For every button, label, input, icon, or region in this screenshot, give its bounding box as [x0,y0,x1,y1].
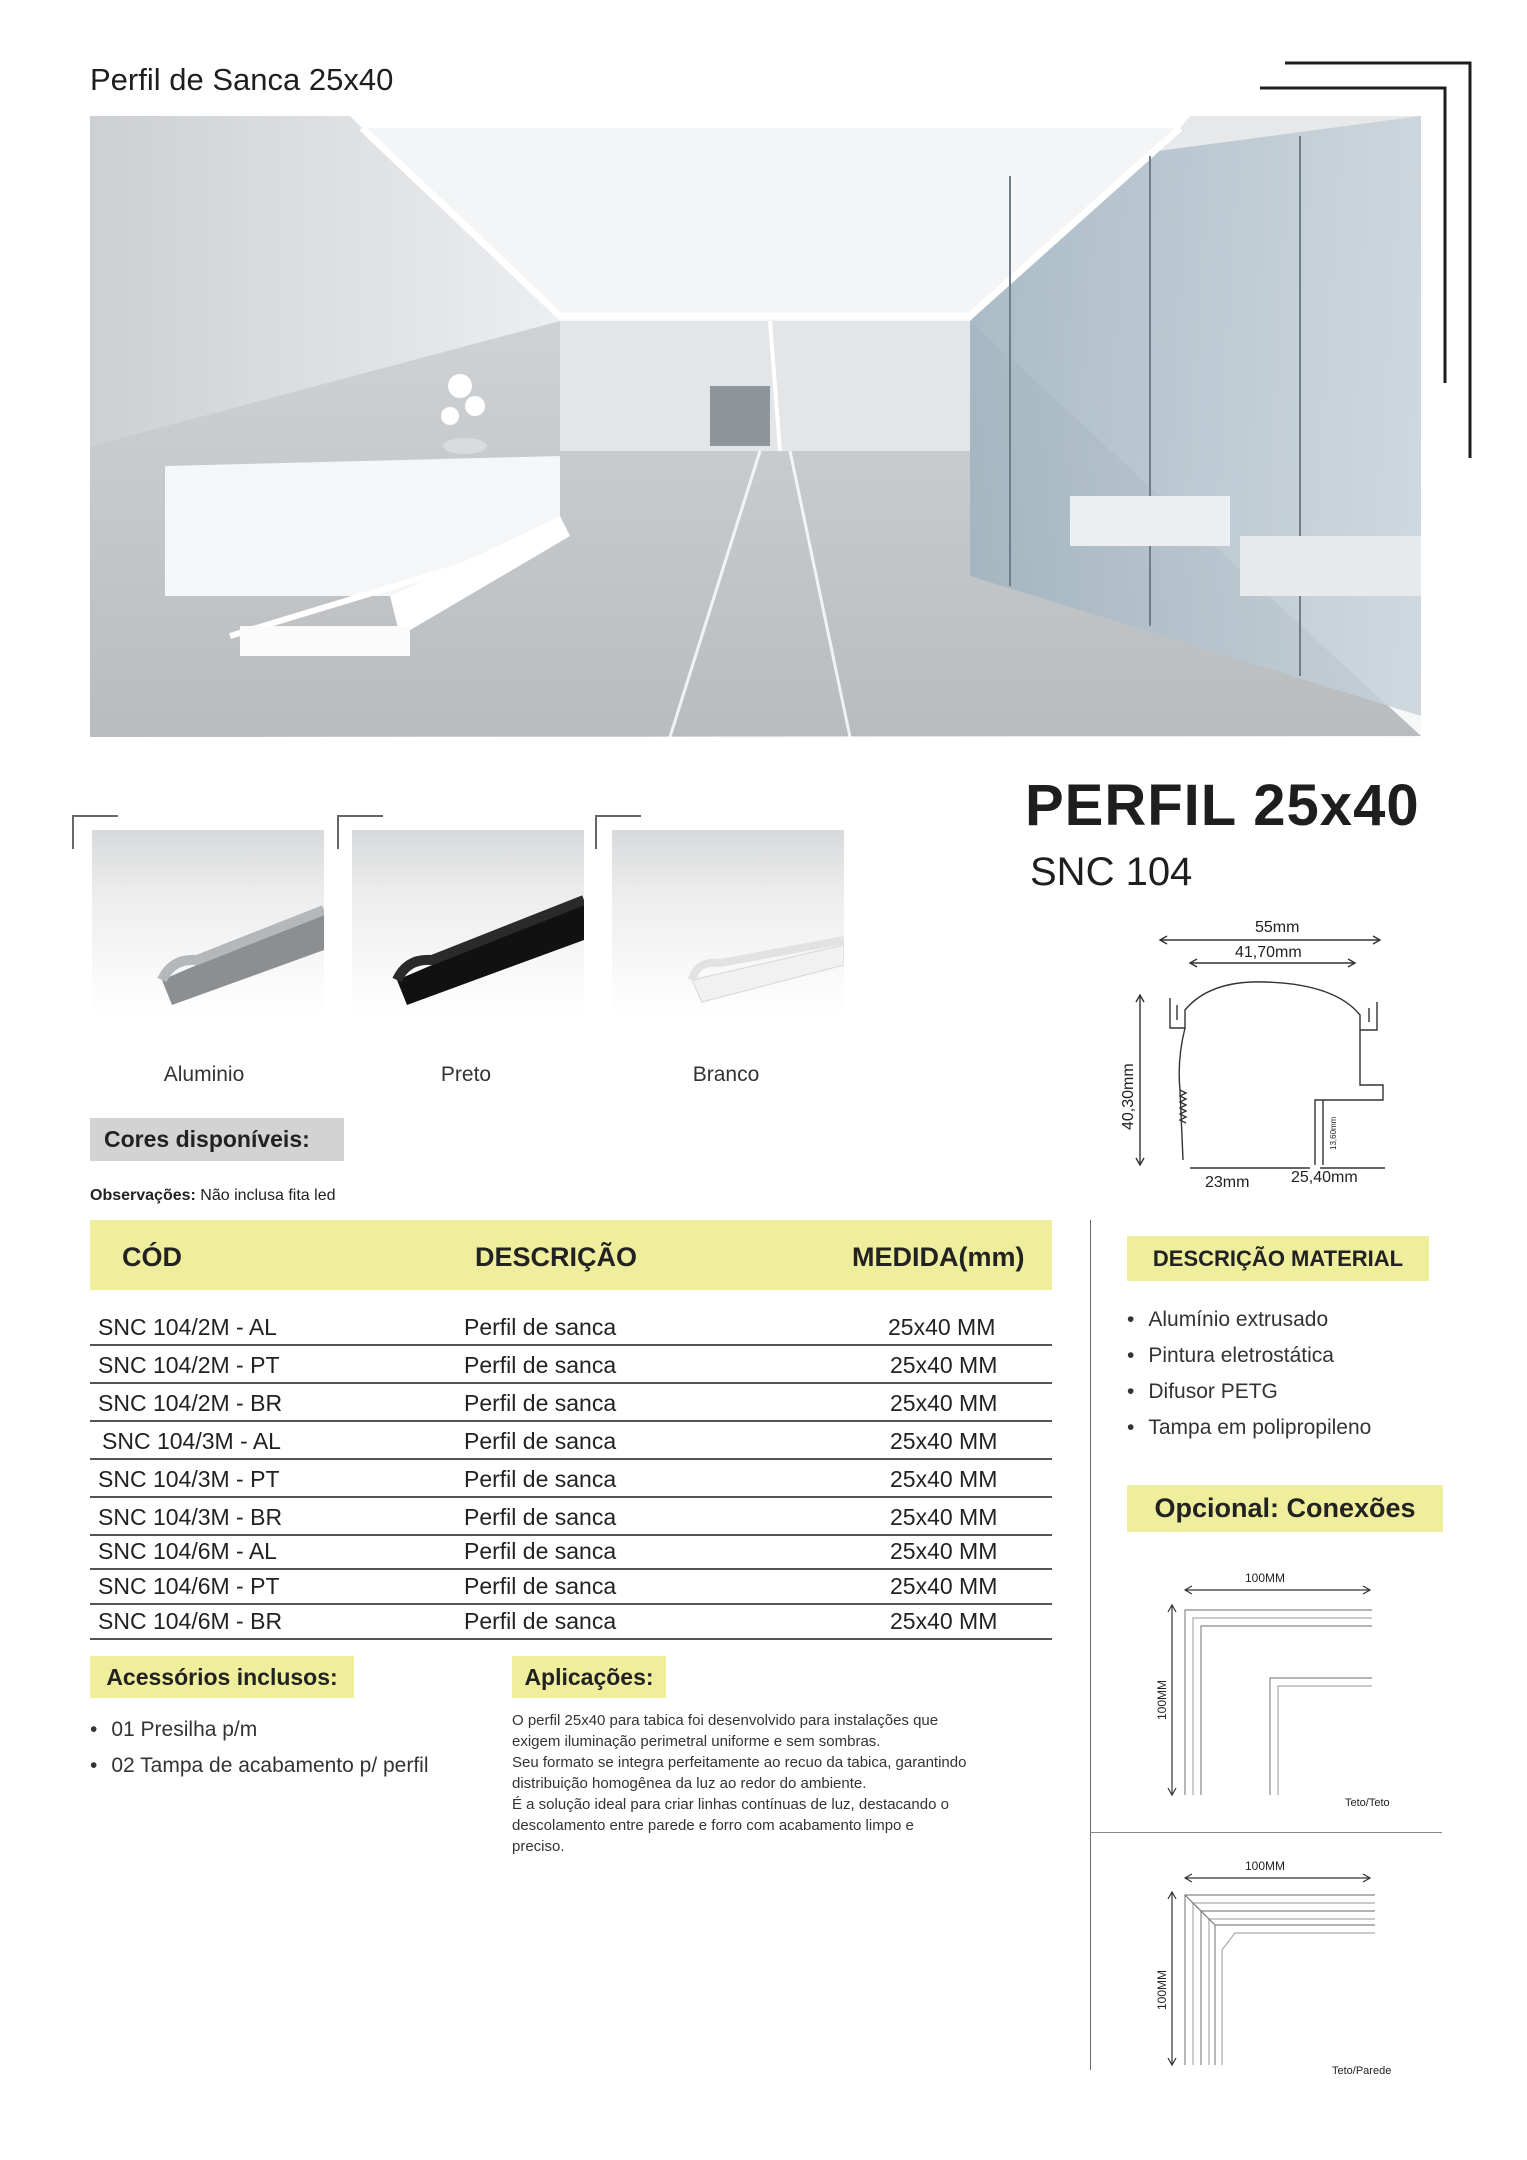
dim-bottom-right: 25,40mm [1291,1169,1358,1186]
observations [90,1187,335,1205]
row-measure: 25x40 MM [890,1390,998,1416]
connection-label: Teto/Teto [1345,1797,1390,1809]
row-description: Perfil de sanca [464,1466,617,1492]
dim-slot: 13,60mm [1329,1116,1338,1150]
row-measure: 25x40 MM [890,1352,998,1378]
observations-text: Não inclusa fita led [200,1187,336,1204]
accessories-heading: Acessórios inclusos: [90,1656,354,1698]
colors-heading: Cores disponíveis: [90,1118,344,1161]
dim-width-total: 55mm [1255,919,1300,936]
profile-dimension-diagram [1115,910,1405,1190]
swatch-label: Preto [440,1063,492,1086]
connection-teto-parede-diagram [1140,1850,1440,2080]
page-title: Perfil de Sanca 25x40 [90,62,394,97]
table-row [90,1424,1052,1460]
row-code: SNC 104/3M - AL [102,1428,281,1454]
applications-line: exigem iluminação perimetral uniforme e sem sombras. [512,1733,881,1750]
connection-height: 100MM [1155,1679,1169,1720]
row-measure: 25x40 MM [890,1538,998,1564]
row-measure: 25x40 MM [890,1504,998,1530]
header-code: CÓD [122,1242,182,1272]
applications-line: preciso. [512,1838,565,1855]
table-row [90,1500,1052,1536]
material-item: • Difusor PETG [1127,1380,1371,1404]
material-item: • Tampa em polipropileno [1127,1416,1371,1440]
table-header [90,1220,1052,1290]
row-measure: 25x40 MM [890,1428,998,1454]
row-description: Perfil de sanca [464,1390,617,1416]
table-row [90,1534,1052,1570]
row-code: SNC 104/6M - AL [98,1538,277,1564]
row-measure: 25x40 MM [890,1608,998,1634]
row-description: Perfil de sanca [464,1573,617,1599]
dim-width-inner: 41,70mm [1235,944,1302,961]
material-list [1127,1308,1371,1452]
row-description: Perfil de sanca [464,1538,617,1564]
connection-label: Teto/Parede [1332,2065,1392,2077]
row-code: SNC 104/6M - BR [98,1608,283,1634]
row-measure: 25x40 MM [888,1314,996,1340]
dim-height: 40,30mm [1120,1063,1137,1130]
connection-height: 100MM [1155,1969,1169,2010]
hero-photo [90,116,1421,737]
row-code: SNC 104/6M - PT [98,1573,280,1599]
row-measure: 25x40 MM [890,1573,998,1599]
applications-line: É a solução ideal para criar linhas contínuas de luz, destacando o [512,1796,949,1813]
row-measure: 25x40 MM [890,1466,998,1492]
applications-line: Seu formato se integra perfeitamente ao recuo da tabica, garantindo [512,1754,967,1771]
applications-heading: Aplicações: [512,1656,666,1698]
table-row [90,1348,1052,1384]
applications-line: descolamento entre parede e forro com acabamento limpo e [512,1817,914,1834]
row-description: Perfil de sanca [464,1608,617,1634]
connection-width: 100MM [1245,1571,1286,1585]
table-row [90,1462,1052,1498]
swatch-aluminio-image [92,830,324,1015]
optional-heading: Opcional: Conexões [1127,1485,1443,1532]
accessory-item: • 01 Presilha p/m [90,1718,429,1742]
material-item: • Pintura eletrostática [1127,1344,1371,1368]
header-measure: MEDIDA(mm) [852,1242,1025,1272]
row-description: Perfil de sanca [464,1314,617,1340]
row-code: SNC 104/3M - PT [98,1466,280,1492]
row-description: Perfil de sanca [464,1504,617,1530]
accessory-item: • 02 Tampa de acabamento p/ perfil [90,1754,429,1778]
applications-text [512,1710,1052,1857]
swatch-branco-image [612,830,844,1015]
row-code: SNC 104/2M - AL [98,1314,277,1340]
product-code: SNC 104 [1030,850,1193,894]
row-description: Perfil de sanca [464,1428,617,1454]
observations-label: Observações: [90,1187,196,1204]
row-code: SNC 104/3M - BR [98,1504,283,1530]
table-row [90,1569,1052,1605]
separator [1090,1832,1442,1833]
product-title: PERFIL 25x40 [1025,773,1420,838]
connection-width: 100MM [1245,1859,1286,1873]
header-description: DESCRIÇÃO [475,1242,638,1272]
applications-line: distribuição homogênea da luz ao redor do ambiente. [512,1775,867,1792]
table-row [90,1310,1052,1346]
row-code: SNC 104/2M - PT [98,1352,280,1378]
applications-line: O perfil 25x40 para tabica foi desenvolvido para instalações que [512,1712,939,1729]
material-item: • Alumínio extrusado [1127,1308,1371,1332]
column-divider [1090,1220,1091,2070]
material-heading: DESCRIÇÃO MATERIAL [1127,1236,1429,1281]
dim-bottom-left: 23mm [1205,1174,1250,1191]
row-description: Perfil de sanca [464,1352,617,1378]
swatch-label: Branco [692,1063,760,1086]
row-code: SNC 104/2M - BR [98,1390,283,1416]
swatch-preto-image [352,830,584,1015]
accessories-list [90,1718,429,1790]
swatch-label: Aluminio [163,1063,245,1086]
table-row [90,1604,1052,1640]
table-row [90,1386,1052,1422]
connection-teto-teto-diagram [1140,1560,1440,1810]
